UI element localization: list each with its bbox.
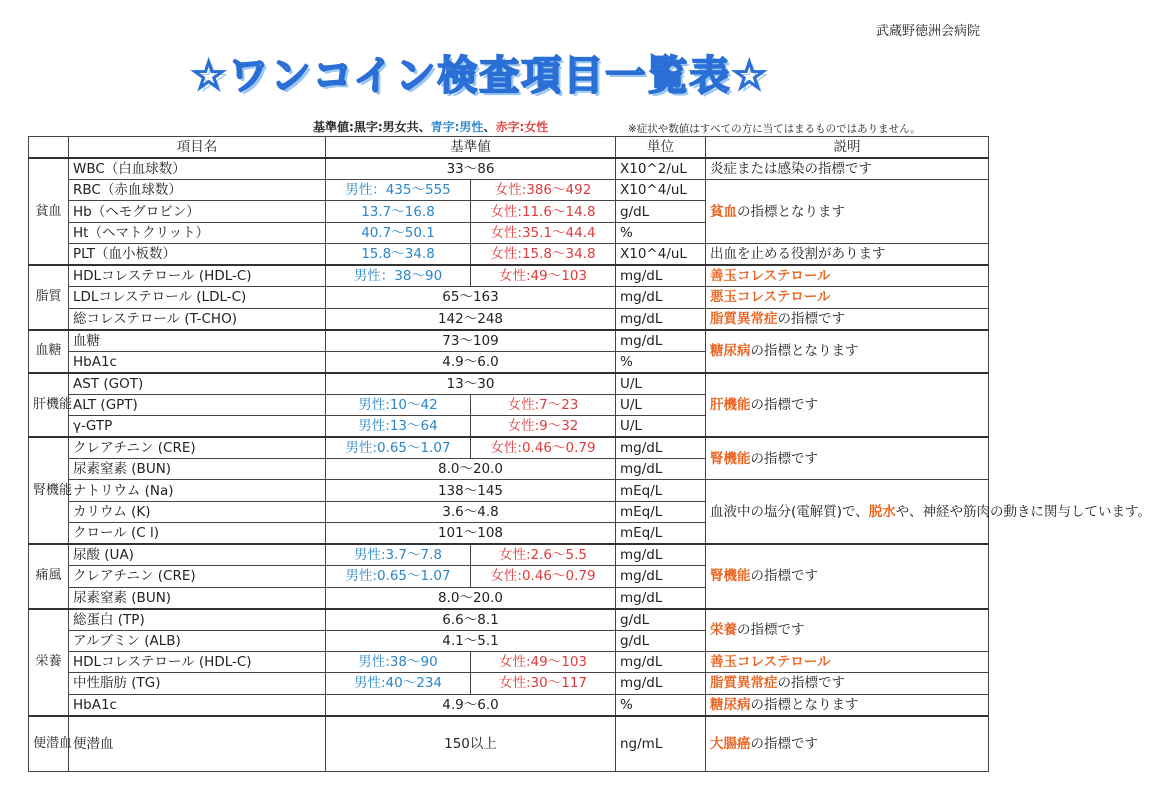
- desc-keyword: 善玉コレステロール: [710, 654, 831, 671]
- table-row: [29, 287, 989, 308]
- table-row: [29, 158, 989, 180]
- unit: mg/dL: [616, 437, 706, 459]
- desc-keyword: 大腸癌: [710, 735, 751, 752]
- desc-keyword: 糖尿病: [710, 343, 751, 360]
- table-row: [29, 437, 989, 459]
- desc-text: の指標です: [750, 450, 818, 467]
- category-kidney: 腎機能: [29, 437, 69, 544]
- page-title: ☆ワンコイン検査項目一覧表☆: [190, 53, 770, 99]
- item-name: アルブミン (ALB): [69, 630, 326, 651]
- item-name: HbA1c: [69, 351, 326, 373]
- item-name: 血糖: [69, 330, 326, 352]
- unit: mg/dL: [616, 544, 706, 566]
- reference-common: 8.0～20.0: [326, 587, 616, 609]
- table-row: [29, 180, 989, 201]
- reference-common: 150以上: [326, 716, 616, 772]
- desc-text: や、神経や筋肉の動きに関与しています。: [895, 503, 1151, 520]
- legend-red: 赤字:女性: [495, 120, 549, 134]
- description: 出血を止める役割があります: [706, 244, 989, 266]
- desc-keyword: 悪玉コレステロール: [710, 289, 831, 306]
- desc-keyword: 糖尿病: [710, 696, 751, 713]
- unit: U/L: [616, 394, 706, 415]
- unit: g/dL: [616, 609, 706, 631]
- reference-female: 女性:11.6～14.8: [471, 201, 616, 222]
- reference-female: 女性:2.6～5.5: [471, 544, 616, 566]
- table-row: [29, 265, 989, 287]
- reference-common: 6.6～8.1: [326, 609, 616, 631]
- desc-keyword: 肝機能: [710, 396, 751, 413]
- header-description: 説明: [706, 137, 989, 159]
- reference-common: 4.9～6.0: [326, 351, 616, 373]
- legend-black: 黒字:男女共、: [353, 120, 431, 134]
- description: [706, 308, 989, 330]
- reference-legend: [313, 118, 548, 135]
- item-name: 総コレステロール (T-CHO): [69, 308, 326, 330]
- table-header-row: [29, 137, 989, 159]
- desc-text: の指標です: [750, 735, 818, 752]
- unit: mg/dL: [616, 566, 706, 587]
- item-name: γ-GTP: [69, 415, 326, 437]
- item-name: WBC（白血球数）: [69, 158, 326, 180]
- item-name: HDLコレステロール (HDL-C): [69, 651, 326, 672]
- desc-text: の指標です: [750, 568, 818, 585]
- table-row: [29, 694, 989, 716]
- reference-common: 65～163: [326, 287, 616, 308]
- table-row: [29, 480, 989, 501]
- unit: U/L: [616, 415, 706, 437]
- reference-common: 33～86: [326, 158, 616, 180]
- description: [706, 330, 989, 373]
- category-lipid: 脂質: [29, 265, 69, 329]
- unit: g/dL: [616, 201, 706, 222]
- description: [706, 437, 989, 480]
- desc-text: 血液中の塩分(電解質)で、: [710, 503, 869, 520]
- reference-male: 13.7～16.8: [326, 201, 471, 222]
- item-name: 総蛋白 (TP): [69, 609, 326, 631]
- unit: %: [616, 222, 706, 243]
- description: [706, 265, 989, 287]
- reference-common: 101～108: [326, 523, 616, 545]
- category-gout: 痛風: [29, 544, 69, 608]
- reference-male: 40.7～50.1: [326, 222, 471, 243]
- reference-male: 男性：435～555: [326, 180, 471, 201]
- desc-text: の指標です: [777, 675, 845, 692]
- category-occult: 便潜血: [29, 716, 69, 772]
- unit: mg/dL: [616, 458, 706, 479]
- reference-female: 女性:35.1～44.4: [471, 222, 616, 243]
- description: [706, 544, 989, 608]
- reference-female: 女性:7～23: [471, 394, 616, 415]
- table-row: [29, 244, 989, 266]
- unit: mEq/L: [616, 523, 706, 545]
- item-name: ナトリウム (Na): [69, 480, 326, 501]
- description: [706, 716, 989, 772]
- header-item-name: 項目名: [69, 137, 326, 159]
- item-name: AST (GOT): [69, 373, 326, 395]
- description: [706, 180, 989, 244]
- header-unit: 単位: [616, 137, 706, 159]
- item-name: Hb（ヘモグロビン）: [69, 201, 326, 222]
- reference-female: 女性:15.8～34.8: [471, 244, 616, 266]
- reference-male: 男性:13～64: [326, 415, 471, 437]
- unit: mg/dL: [616, 651, 706, 672]
- description: [706, 694, 989, 716]
- hospital-name: 武蔵野徳洲会病院: [875, 24, 980, 39]
- unit: g/dL: [616, 630, 706, 651]
- desc-keyword: 脂質異常症: [710, 675, 778, 692]
- reference-common: 73～109: [326, 330, 616, 352]
- reference-common: 8.0～20.0: [326, 458, 616, 479]
- desc-text: の指標となります: [750, 696, 859, 713]
- reference-female: 女性:49～103: [471, 651, 616, 672]
- item-name: 便潜血: [69, 716, 326, 772]
- item-name: PLT（血小板数）: [69, 244, 326, 266]
- item-name: Ht（ヘマトクリット）: [69, 222, 326, 243]
- unit: mg/dL: [616, 673, 706, 694]
- reference-male: 男性:3.7～7.8: [326, 544, 471, 566]
- table-row: [29, 609, 989, 631]
- item-name: HbA1c: [69, 694, 326, 716]
- disclaimer-note: ※症状や数値はすべての方に当てはまるものではありません。: [628, 123, 921, 135]
- unit: mEq/L: [616, 480, 706, 501]
- reference-common: 142～248: [326, 308, 616, 330]
- unit: mg/dL: [616, 308, 706, 330]
- table-row: [29, 544, 989, 566]
- table-row: [29, 308, 989, 330]
- table-row: [29, 716, 989, 772]
- table-row: [29, 673, 989, 694]
- description: [706, 373, 989, 437]
- unit: %: [616, 351, 706, 373]
- item-name: 尿素窒素 (BUN): [69, 587, 326, 609]
- reference-female: 女性:0.46～0.79: [471, 437, 616, 459]
- unit: X10^4/uL: [616, 244, 706, 266]
- legend-blue: 青字:男性: [430, 120, 484, 134]
- item-name: 尿素窒素 (BUN): [69, 458, 326, 479]
- reference-common: 138～145: [326, 480, 616, 501]
- desc-keyword: 貧血: [710, 203, 737, 220]
- unit: U/L: [616, 373, 706, 395]
- desc-text: の指標となります: [737, 203, 845, 220]
- item-name: クロール (C l): [69, 523, 326, 545]
- description: [706, 651, 989, 672]
- item-name: 尿酸 (UA): [69, 544, 326, 566]
- reference-male: 男性:0.65～1.07: [326, 437, 471, 459]
- desc-keyword: 腎機能: [710, 568, 751, 585]
- item-name: 中性脂肪 (TG): [69, 673, 326, 694]
- item-name: クレアチニン (CRE): [69, 566, 326, 587]
- desc-text: の指標です: [750, 396, 818, 413]
- unit: mg/dL: [616, 330, 706, 352]
- unit: mEq/L: [616, 501, 706, 522]
- description: [706, 287, 989, 308]
- unit: X10^2/uL: [616, 158, 706, 180]
- description: 炎症または感染の指標です: [706, 158, 989, 180]
- category-anemia: 貧血: [29, 158, 69, 265]
- description: [706, 480, 1151, 544]
- reference-common: 4.1～5.1: [326, 630, 616, 651]
- unit: mg/dL: [616, 287, 706, 308]
- desc-text: の指標です: [737, 622, 805, 639]
- legend-prefix: 基準値:: [313, 120, 354, 134]
- category-sugar: 血糖: [29, 330, 69, 373]
- desc-keyword: 善玉コレステロール: [710, 268, 831, 285]
- item-name: HDLコレステロール (HDL-C): [69, 265, 326, 287]
- test-items-table: [28, 136, 1151, 772]
- item-name: ALT (GPT): [69, 394, 326, 415]
- description: [706, 673, 989, 694]
- reference-male: 男性:38～90: [326, 651, 471, 672]
- reference-female: 女性:30～117: [471, 673, 616, 694]
- desc-keyword: 栄養: [710, 622, 737, 639]
- category-nutrition: 栄養: [29, 609, 69, 716]
- reference-female: 女性:49～103: [471, 265, 616, 287]
- desc-text: の指標となります: [750, 343, 859, 360]
- unit: mg/dL: [616, 265, 706, 287]
- item-name: LDLコレステロール (LDL-C): [69, 287, 326, 308]
- desc-keyword: 脱水: [868, 503, 896, 520]
- reference-common: 4.9～6.0: [326, 694, 616, 716]
- reference-male: 15.8～34.8: [326, 244, 471, 266]
- reference-common: 3.6～4.8: [326, 501, 616, 522]
- table-row: [29, 330, 989, 352]
- description: [706, 609, 989, 652]
- desc-text: の指標です: [777, 310, 845, 327]
- reference-male: 男性:40～234: [326, 673, 471, 694]
- reference-female: 女性:0.46～0.79: [471, 566, 616, 587]
- desc-keyword: 腎機能: [710, 450, 751, 467]
- unit: ng/mL: [616, 716, 706, 772]
- item-name: RBC（赤血球数）: [69, 180, 326, 201]
- unit: mg/dL: [616, 587, 706, 609]
- unit: X10^4/uL: [616, 180, 706, 201]
- table-row: [29, 373, 989, 395]
- desc-keyword: 脂質異常症: [710, 310, 778, 327]
- legend-sep: 、: [483, 120, 496, 134]
- item-name: クレアチニン (CRE): [69, 437, 326, 459]
- reference-female: 女性:386～492: [471, 180, 616, 201]
- table-row: [29, 651, 989, 672]
- reference-male: 男性:10～42: [326, 394, 471, 415]
- item-name: カリウム (K): [69, 501, 326, 522]
- header-category: [29, 137, 69, 159]
- header-reference: 基準値: [326, 137, 616, 159]
- unit: %: [616, 694, 706, 716]
- reference-male: 男性：38～90: [326, 265, 471, 287]
- reference-common: 13～30: [326, 373, 616, 395]
- category-liver: 肝機能: [29, 373, 69, 437]
- reference-male: 男性:0.65～1.07: [326, 566, 471, 587]
- reference-female: 女性:9～32: [471, 415, 616, 437]
